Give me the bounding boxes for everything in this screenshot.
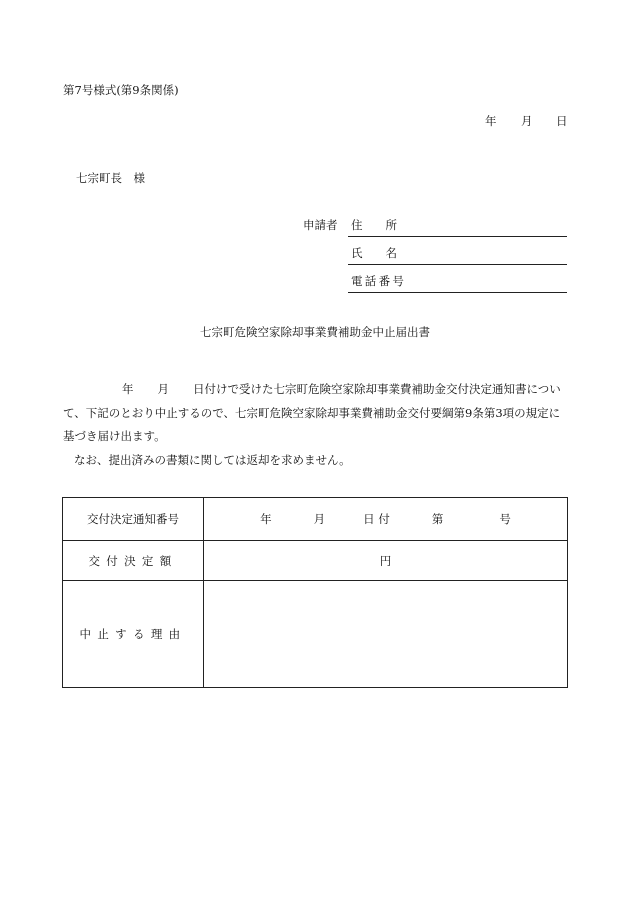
reason-value[interactable] [204, 581, 568, 688]
document-title: 七宗町危険空家除却事業費補助金中止届出書 [200, 325, 430, 339]
notice-go-label: 号 [499, 512, 511, 526]
date-day-label: 日 [556, 114, 568, 128]
address-label: 住 所 [351, 218, 397, 232]
date-month-label: 月 [521, 114, 533, 128]
details-table [62, 497, 568, 688]
notice-year-label: 年 [260, 512, 272, 526]
body-year-label: 年 [122, 382, 134, 396]
body-line-1 [63, 378, 571, 402]
body-month-label: 月 [157, 382, 169, 396]
body-line-1-rest: 日付けで受けた七宗町危険空家除却事業費補助金交付決定通知書につい [193, 382, 561, 396]
phone-underline [348, 292, 567, 293]
notice-number-value [204, 498, 568, 541]
address-underline [348, 236, 567, 237]
yen-unit: 円 [379, 553, 392, 568]
grant-amount-value [204, 541, 568, 581]
table-row-reason [63, 581, 568, 688]
reason-label: 中止する理由 [63, 581, 204, 688]
grant-amount-label: 交付決定額 [63, 541, 204, 581]
phone-label: 電話番号 [351, 274, 407, 288]
notice-date-label: 日 付 [363, 512, 390, 526]
body-line-4: なお、提出済みの書類に関しては返却を求めません。 [74, 452, 351, 467]
table-row-grant-amount [63, 541, 568, 581]
body-line-3: 基づき届け出ます。 [63, 429, 166, 443]
body-line-2: て、下記のとおり中止するので、七宗町危険空家除却事業費補助金交付要綱第9条第3項の規定に [63, 405, 561, 420]
body-text [63, 378, 571, 472]
notice-dai-label: 第 [431, 512, 444, 526]
notice-number-label: 交付決定通知番号 [63, 498, 204, 541]
table-row-notice-number [63, 498, 568, 541]
name-label: 氏 名 [351, 246, 397, 260]
applicant-label: 申請者 [303, 218, 338, 232]
name-underline [348, 264, 567, 265]
form-number: 第7号様式(第9条関係) [63, 83, 179, 97]
notice-month-label: 月 [313, 512, 326, 526]
date-year-label: 年 [485, 114, 497, 128]
addressee: 七宗町長 様 [76, 171, 145, 185]
